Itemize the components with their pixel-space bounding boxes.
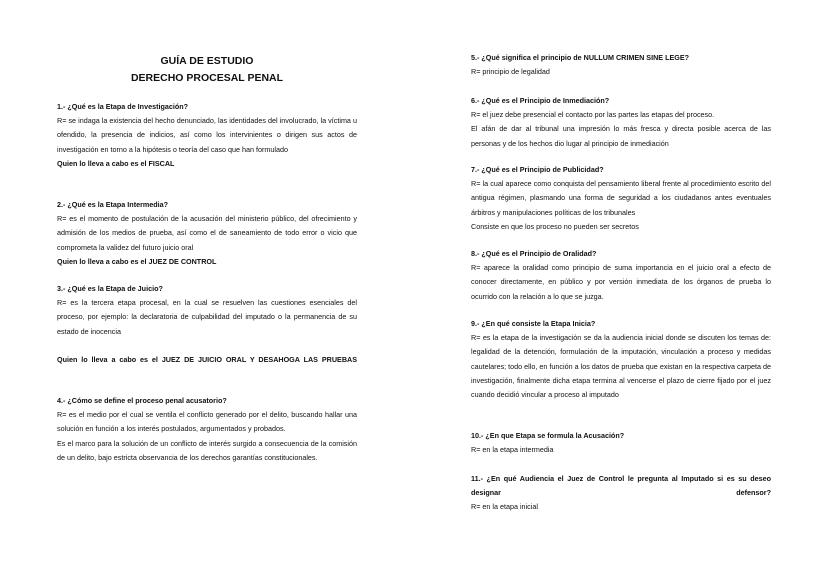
question-block-9 (471, 317, 771, 402)
question-block-11 (471, 472, 771, 515)
question-3: 3.- ¿Qué es la Etapa de Juicio? (57, 284, 163, 293)
answer-1: R= se indaga la existencia del hecho denunciado, las identidades del involucrado, la víctima u ofendido, la presencia de indicios, así como los intervinientes o dirigen sus actos de investigación en torno a la hipótesis o teoría del caso que han formulado (57, 116, 357, 154)
answer-6: R= el juez debe presencial el contacto por las partes las etapas del proceso. (471, 110, 715, 120)
answer-4-continued: Es el marco para la solución de un conflicto de interés surgido a consecuencia de la comisión de un delito, bajo estricta observancia de los derechos garantías constitucionales. (57, 438, 357, 462)
answer-7-continued: Consiste en que los proceso no pueden ser secretos (471, 221, 639, 231)
question-block-2 (57, 198, 357, 269)
answer-6-continued: El afán de dar al tribunal una impresión lo más fresca y directa posible acerca de las personas y de los hechos dio lugar al principio de inmediación (471, 124, 771, 148)
answer-4: R= es el medio por el cual se ventila el conflicto generado por el delito, buscando hallar una solución en función a los interés postulados, argumentados y probados. (57, 410, 357, 434)
question-block-1 (57, 100, 357, 171)
answer-5: R= principio de legalidad (471, 67, 550, 77)
question-block-8 (471, 247, 771, 304)
question-block-7 (471, 163, 771, 234)
question-5: 5.- ¿Qué significa el principio de NULLUM CRIMEN SINE LEGE? (471, 53, 690, 62)
question-7: 7.- ¿Qué es el Principio de Publicidad? (471, 165, 604, 174)
answer-2: R= es el momento de postulación de la acusación del ministerio público, del ofrecimiento y admisión de los medios de prueba, así como el de saneamiento de todo error o vicio que comprometa la validez del futuro juicio oral (57, 214, 357, 252)
answer-9: R= es la etapa de la investigación se da la audiencia inicial donde se discuten los temas de: legalidad de la detención, formulación de la imputación, vinculación a proceso y medidas cautelares; todo ello, en función a los datos de prueba que existan en la respectiva carpeta de investigación, finalmente dicha etapa termina al vencerse el plazo de cierre fijado por el juez cuando decidió vincular a proceso al imputado (471, 333, 771, 400)
answer-10: R= en la etapa intermedia (471, 445, 554, 455)
question-2: 2.- ¿Qué es la Etapa Intermedia? (57, 200, 169, 209)
question-block-3 (57, 282, 357, 367)
note-1: Quien lo lleva a cabo es el FISCAL (57, 158, 175, 168)
question-8: 8.- ¿Qué es el Principio de Oralidad? (471, 249, 597, 258)
question-block-4 (57, 394, 357, 465)
question-6: 6.- ¿Qué es el Principio de Inmediación? (471, 96, 610, 105)
answer-11: R= en la etapa inicial (471, 502, 538, 512)
answer-8: R= aparece la oralidad como principio de suma importancia en el juicio oral a efecto de conocer directamente, en público y por versión inmediata de los órganos de prueba lo ocurrido con la relación a lo que se juzga. (471, 263, 771, 301)
document-title: GUÍA DE ESTUDIO (160, 55, 254, 67)
question-4: 4.- ¿Cómo se define el proceso penal acusatorio? (57, 396, 227, 405)
question-10: 10.- ¿En que Etapa se formula la Acusación? (471, 431, 625, 440)
question-block-6 (471, 94, 771, 151)
question-9: 9.- ¿En qué consiste la Etapa Inicia? (471, 319, 596, 328)
answer-7: R= la cual aparece como conquista del pensamiento liberal frente al procedimiento escrito del antigua régimen, plasmando una forma de seguridad a los ciudadanos antes eventuales árbitros y manipulaciones políticas de los tribunales (471, 179, 771, 217)
question-1: 1.- ¿Qué es la Etapa de Investigación? (57, 102, 189, 111)
document-subtitle: DERECHO PROCESAL PENAL (130, 72, 284, 84)
question-11: 11.- ¿En qué Audiencia el Juez de Control le pregunta al Imputado si es su deseo designar defensor? (471, 474, 771, 498)
question-block-10 (471, 429, 771, 457)
answer-3: R= es la tercera etapa procesal, en la cual se resuelven las cuestiones esenciales del proceso, por ejemplo: la declaratoria de culpabilidad del imputado o la permanencia de su estado de inocencia (57, 298, 357, 336)
question-block-5 (471, 51, 771, 79)
note-2: Quien lo lleva a cabo es el JUEZ DE CONTROL (57, 256, 217, 266)
note-3: Quien lo lleva a cabo es el JUEZ DE JUICIO ORAL Y DESAHOGA LAS PRUEBAS (57, 354, 357, 364)
